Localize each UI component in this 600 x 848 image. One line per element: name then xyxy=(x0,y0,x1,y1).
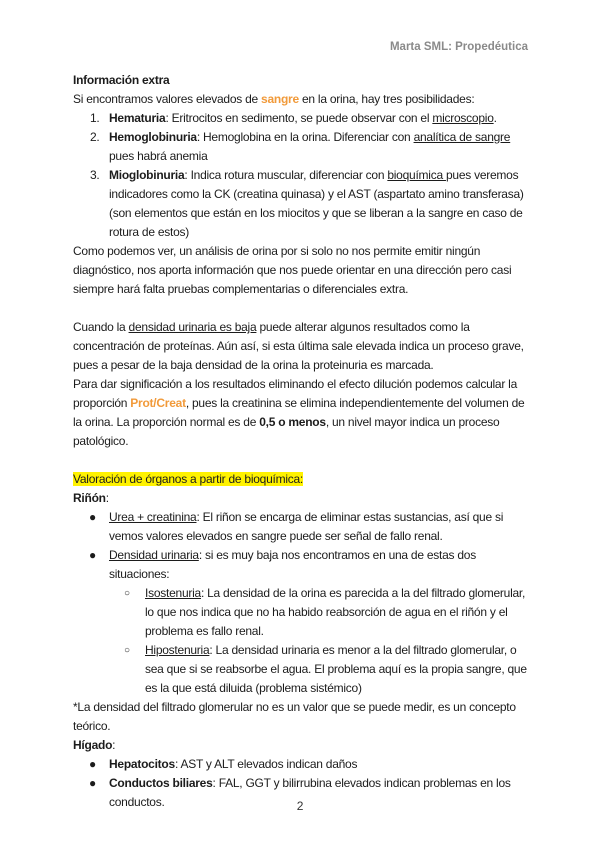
list-item: 1. Hematuria: Eritrocitos en sedimento, se puede observar con el microscopio. xyxy=(90,111,497,125)
page-content xyxy=(73,71,529,812)
info-intro: Si encontramos valores elevados de sangre en la orina, hay tres posibilidades: xyxy=(73,92,475,106)
list-item: ● Conductos biliares: FAL, GGT y bilirrubina elevados indican problemas en los conductos. xyxy=(89,776,511,809)
running-header: Marta SML: Propedéutica xyxy=(389,41,528,53)
circle-bullet-icon: ○ xyxy=(124,588,130,599)
kidney-note: *La densidad del filtrado glomerular no es un valor que se puede medir, es un concepto teórico. xyxy=(73,700,516,733)
list-item-term: Densidad urinaria xyxy=(109,548,199,562)
bullet-icon: ● xyxy=(89,776,96,790)
density-sublist xyxy=(109,584,529,698)
highlighted-title: Valoración de órganos a partir de bioquímica: xyxy=(73,472,304,486)
bullet-icon: ● xyxy=(89,548,96,562)
page-number: 2 xyxy=(296,799,304,813)
sangre-highlight: sangre xyxy=(261,92,299,106)
list-item-term: Hipostenuria xyxy=(145,643,210,657)
ratio-highlight: Prot/Creat xyxy=(130,396,186,410)
underlined-link: microscopio xyxy=(432,111,494,125)
list-item: ● Hepatocitos: AST y ALT elevados indican daños xyxy=(73,755,529,774)
list-item: 2. Hemoglobinuria: Hemoglobina en la orina. Diferenciar con analítica de sangre pues habrá anemia xyxy=(90,130,511,163)
underlined-term: densidad urinaria es baja xyxy=(128,320,257,334)
possibilities-list xyxy=(73,109,529,242)
list-item-term: Conductos biliares xyxy=(109,776,213,790)
list-item: ○ Isostenuria: La densidad de la orina es parecida a la del filtrado glomerular, lo que nos indica que no ha habido reabsorción de agua en el riñón y el problema es fallo renal. xyxy=(124,586,526,638)
list-item: ● Densidad urinaria: si es muy baja nos encontramos en una de estas dos situaciones: ○ Isostenuria: La densidad de la orina es parecida a la del filtrado glomerular, lo que nos indica que no ha habido reabsorción de agua en el riñón y el problema es fallo renal. ○ Hipostenuria: La densidad urinaria es menor a la del filtrado glomerular, o sea que si se reabsorbe el agua. El problema aquí es la propia sangre, que es la que está diluida (problema sistémico) xyxy=(73,546,529,698)
list-item: ● Urea + creatinina: El riñon se encarga de eliminar estas sustancias, así que si vemos valores elevados en sangre puede ser señal de fallo renal. xyxy=(89,510,504,543)
list-item-term: Hemoglobinuria xyxy=(109,130,197,144)
organs-section-title xyxy=(73,470,529,489)
info-section-title: Información extra xyxy=(73,73,170,87)
normal-value: 0,5 o menos xyxy=(259,415,326,429)
list-item: 3. Mioglobinuria: Indica rotura muscular, diferenciar con bioquímica pues veremos indicadores como la CK (creatina quinasa) y el AST (aspartato amino transferasa) (son elementos que están en los miocitos y que se liberan a la sangre en caso de rotura de estos) xyxy=(90,168,524,239)
underlined-link: analítica de sangre xyxy=(413,130,511,144)
info-conclusion: Como podemos ver, un análisis de orina por si solo no nos permite emitir ningún diagnóstico, nos aporta información que nos puede orientar en una dirección pero casi siempre hará falta pruebas complementarias o diferenciales extra. xyxy=(73,244,512,296)
bullet-icon: ● xyxy=(89,510,96,524)
list-item: ○ Hipostenuria: La densidad urinaria es menor a la del filtrado glomerular, o sea que si se reabsorbe el agua. El problema aquí es la propia sangre, que es la que está diluida (problema sistémico) xyxy=(124,643,527,695)
list-item-term: Urea + creatinina xyxy=(109,510,197,524)
liver-heading: Hígado: xyxy=(73,738,116,752)
bullet-icon: ● xyxy=(89,757,96,771)
list-item-term: Hepatocitos xyxy=(109,757,175,771)
density-paragraph: Cuando la densidad urinaria es baja puede alterar algunos resultados como la concentración de proteínas. Aún así, si esta última sale elevada indica un proceso grave, pues a pesar de la baja densidad de la orina la proteinuria es marcada. xyxy=(73,320,524,372)
kidney-list xyxy=(73,508,529,698)
list-item-term: Mioglobinuria xyxy=(109,168,185,182)
kidney-heading: Riñón: xyxy=(73,491,109,505)
list-item-term: Isostenuria xyxy=(145,586,201,600)
list-item-term: Hematuria xyxy=(109,111,166,125)
ratio-paragraph: Para dar significación a los resultados eliminando el efecto dilución podemos calcular la proporción Prot/Creat, pues la creatinina se elimina independientemente del volumen de la orina. La proporción normal es de 0,5 o menos, un nivel mayor indica un proceso patológico. xyxy=(73,377,525,448)
circle-bullet-icon: ○ xyxy=(124,645,130,656)
underlined-link: bioquímica xyxy=(387,168,446,182)
